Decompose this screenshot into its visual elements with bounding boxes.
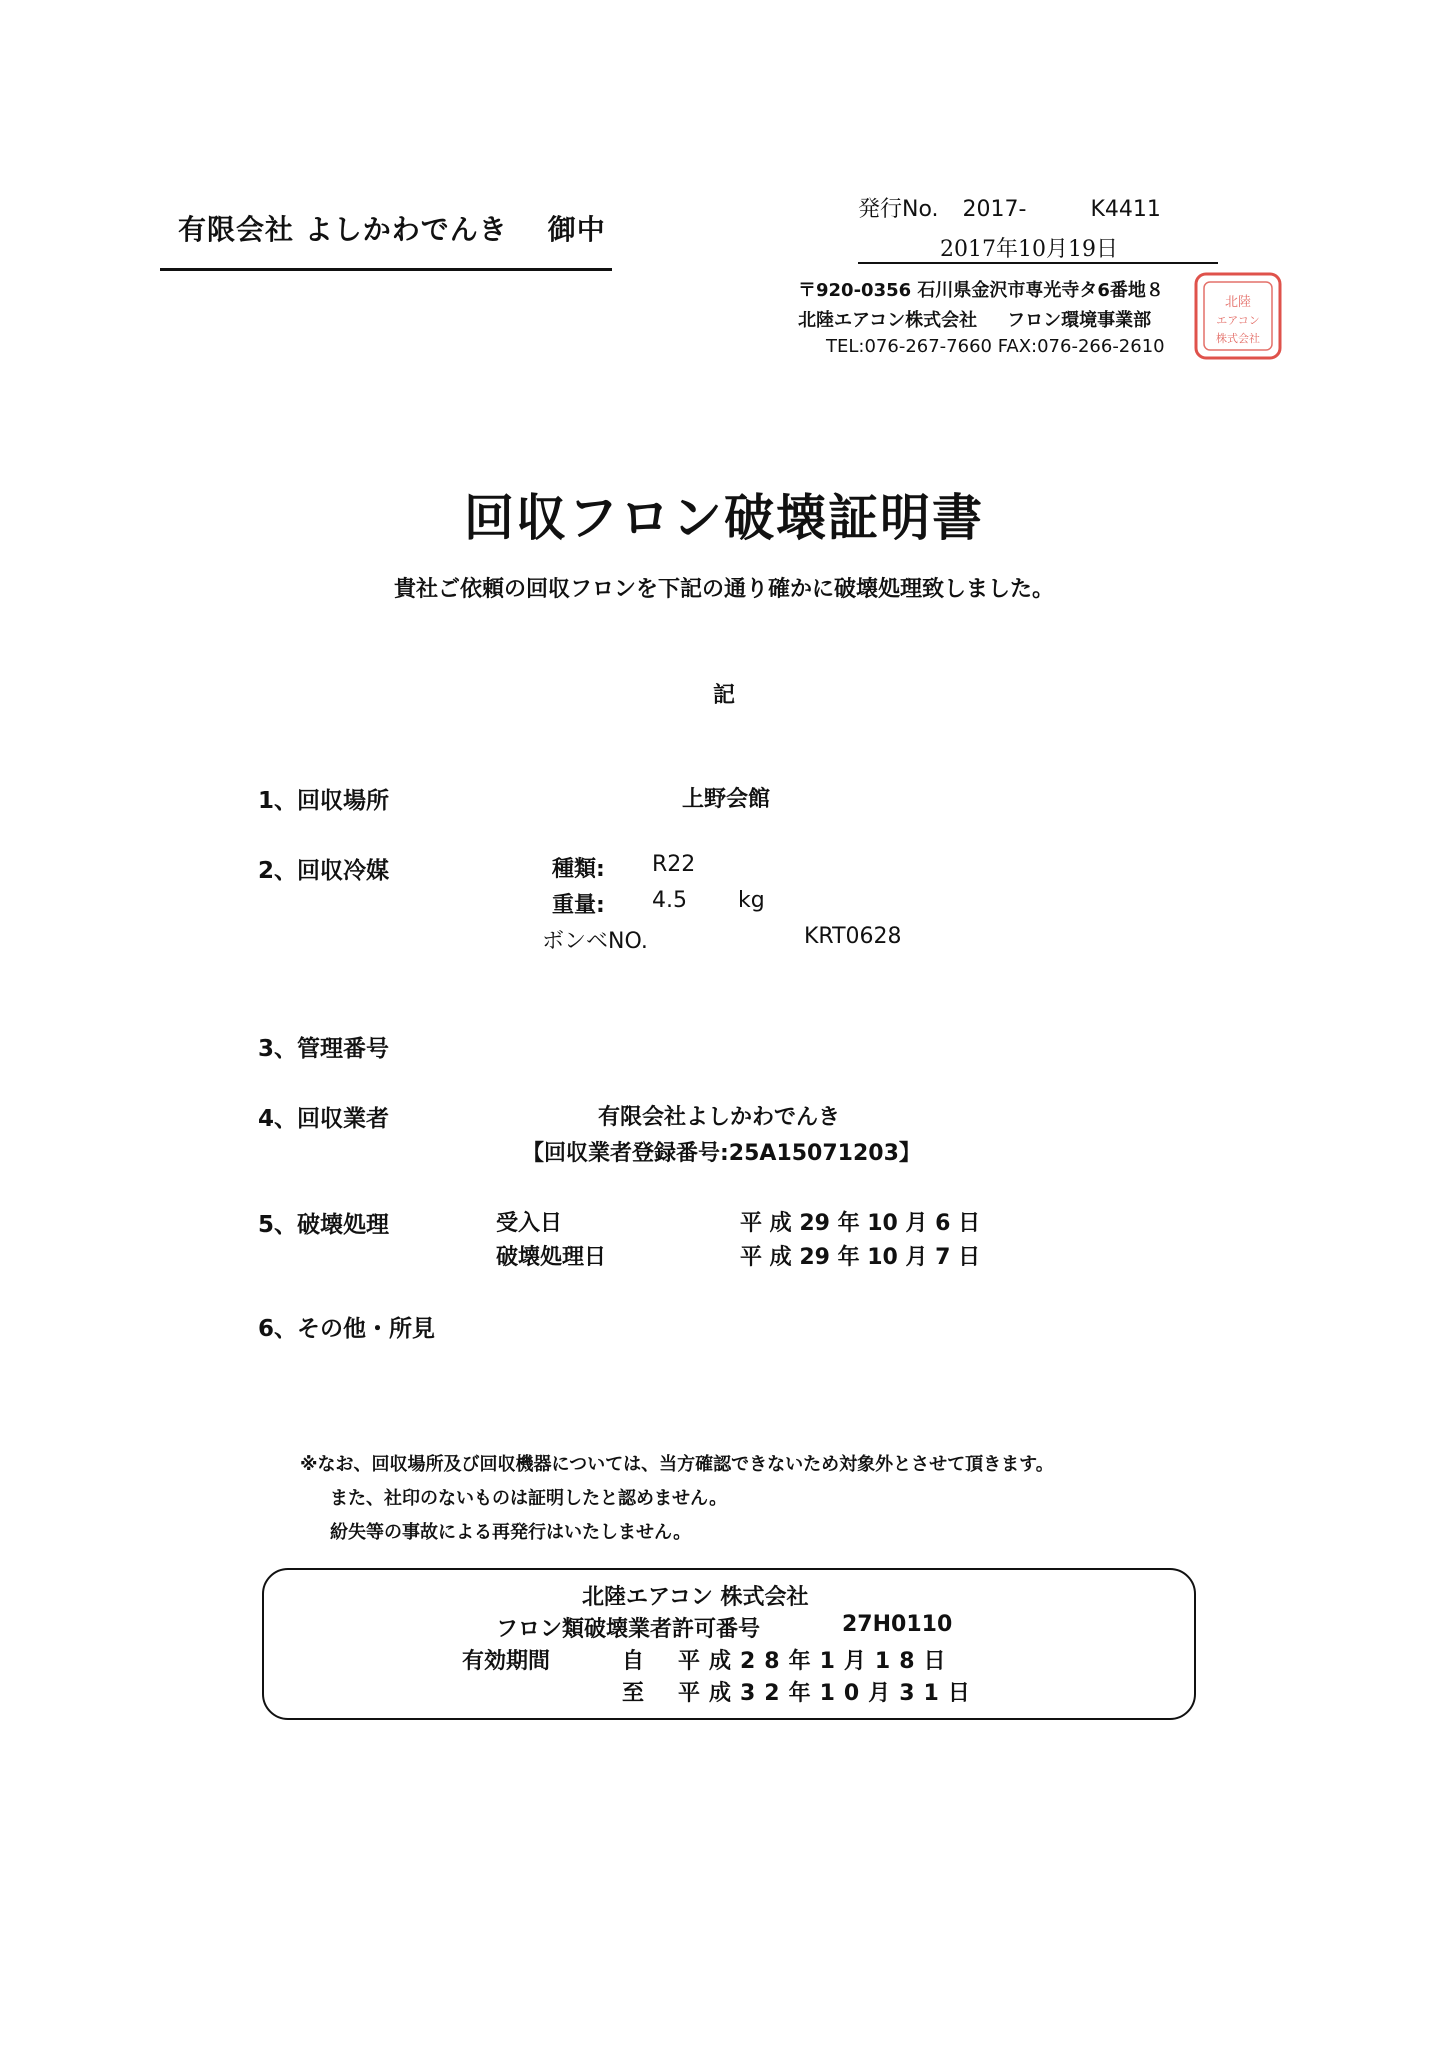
- license-company: 北陸エアコン 株式会社: [582, 1585, 809, 1610]
- validity-from-date: 平成28年1月18日: [678, 1649, 955, 1674]
- svg-text:株式会社: 株式会社: [1216, 332, 1260, 345]
- destroyed-date-label: 破壊処理日: [496, 1245, 607, 1270]
- svg-text:エアコン: エアコン: [1216, 314, 1260, 327]
- received-date-value: 平 成 29 年 10 月 6 日: [740, 1211, 981, 1236]
- refrigerant-weight-unit: kg: [738, 888, 765, 913]
- validity-label: 有効期間: [462, 1649, 551, 1674]
- refrigerant-weight-label: 重量:: [552, 893, 605, 918]
- ki-heading: 記: [712, 683, 735, 708]
- note-line: 紛失等の事故による再発行はいたしません。: [330, 1522, 692, 1543]
- item-location-label: 1、回収場所: [258, 788, 390, 814]
- validity-to-date: 平成32年10月31日: [678, 1681, 979, 1706]
- issue-number-label: 発行No.: [858, 197, 939, 222]
- collector-name: 有限会社よしかわでんき: [598, 1105, 841, 1130]
- validity-to-label: 至: [622, 1681, 645, 1706]
- refrigerant-type-value: R22: [652, 852, 696, 877]
- issuer-address: 〒920-0356 石川県金沢市専光寺タ6番地８: [798, 280, 1164, 301]
- item-location-value: 上野会館: [682, 787, 771, 812]
- addressee-honorific: 御中: [547, 213, 606, 246]
- addressee-name: 有限会社 よしかわでんき: [178, 213, 508, 246]
- refrigerant-type-label: 種類:: [552, 857, 605, 882]
- item-other-label: 6、その他・所見: [258, 1316, 436, 1342]
- item-refrigerant-label: 2、回収冷媒: [258, 858, 390, 884]
- intro-text: 貴社ご依頼の回収フロンを下記の通り確かに破壊処理致しました。: [393, 577, 1054, 602]
- permit-label: フロン類破壊業者許可番号: [496, 1617, 761, 1642]
- issuer-name: [798, 306, 1151, 332]
- note-line: また、社印のないものは証明したと認めません。: [330, 1488, 728, 1509]
- issuer-tel: TEL:076-267-7660 FAX:076-266-2610: [826, 336, 1165, 357]
- issuer-company: 北陸エアコン株式会社: [798, 310, 978, 331]
- item-collector-label: 4、回収業者: [258, 1106, 390, 1132]
- issue-number-code: K4411: [1090, 197, 1161, 222]
- item-control-number-label: 3、管理番号: [258, 1036, 390, 1062]
- note-line: ※なお、回収場所及び回収機器については、当方確認できないため対象外とさせて頂きます。: [300, 1454, 1054, 1475]
- issue-date: 2017年10月19日: [940, 237, 1118, 262]
- issuer-department: フロン環境事業部: [1007, 310, 1152, 331]
- collector-registration: 【回収業者登録番号:25A15071203】: [522, 1141, 921, 1166]
- refrigerant-weight-value: 4.5: [652, 888, 687, 913]
- cylinder-number-value: KRT0628: [804, 924, 902, 949]
- document-title: 回収フロン破壊証明書: [464, 489, 984, 547]
- issue-date-underline: [858, 262, 1218, 264]
- addressee: [178, 208, 606, 248]
- issue-number-year: 2017-: [962, 197, 1027, 222]
- item-destruction-label: 5、破壊処理: [258, 1212, 390, 1238]
- permit-number: 27H0110: [842, 1612, 953, 1637]
- addressee-underline: [160, 268, 612, 271]
- cylinder-number-label: ボンベNO.: [542, 929, 648, 954]
- issue-number: [858, 192, 1161, 223]
- received-date-label: 受入日: [496, 1211, 563, 1236]
- validity-from-label: 自: [622, 1649, 645, 1674]
- company-seal: [1188, 266, 1288, 366]
- svg-text:北陸: 北陸: [1224, 295, 1252, 310]
- destroyed-date-value: 平 成 29 年 10 月 7 日: [740, 1245, 981, 1270]
